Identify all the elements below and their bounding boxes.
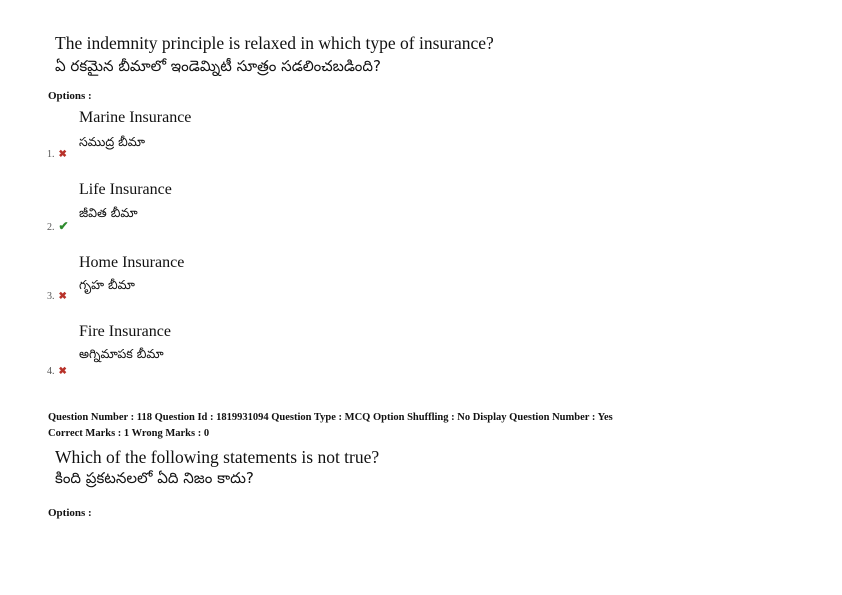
- option-3-text-en: Home Insurance: [79, 254, 185, 271]
- question-text-en: The indemnity principle is relaxed in which type of insurance?: [55, 33, 494, 53]
- option-4-text-en: Fire Insurance: [79, 323, 171, 340]
- option-number-label: 4.: [47, 366, 55, 377]
- check-icon: ✔: [58, 219, 69, 233]
- option-1-text-te: సముద్ర బీమా: [79, 134, 145, 149]
- wrong-icon: ✖: [58, 149, 67, 160]
- option-number-label: 2.: [47, 222, 55, 233]
- option-3-number: [47, 291, 67, 302]
- wrong-icon: ✖: [58, 366, 67, 377]
- question-text-te: ఏ రకమైన బీమాలో ఇండెమ్నిటీ సూత్రం సడలించబడింది?: [55, 57, 381, 75]
- option-1-number: [47, 149, 67, 160]
- option-1-text-en: Marine Insurance: [79, 109, 192, 126]
- options-label-2: Options :: [48, 507, 92, 519]
- question-meta-line: Question Number : 118 Question Id : 1819931094 Question Type : MCQ Option Shuffling : No Display Question Number : Yes: [48, 412, 613, 423]
- question-2-text-en: Which of the following statements is not true?: [55, 447, 380, 467]
- marks-meta-line: Correct Marks : 1 Wrong Marks : 0: [48, 428, 210, 439]
- option-4-text-te: అగ్నిమాపక బీమా: [79, 346, 164, 361]
- wrong-icon: ✖: [58, 291, 67, 302]
- option-number-label: 3.: [47, 291, 55, 302]
- option-number-label: 1.: [47, 149, 55, 160]
- option-2-text-te: జీవిత బీమా: [79, 205, 138, 220]
- option-2-text-en: Life Insurance: [79, 181, 172, 198]
- question-2-text-te: కింది ప్రకటనలలో ఏది నిజం కాదు?: [55, 469, 254, 487]
- options-label: Options :: [48, 90, 92, 102]
- option-3-text-te: గృహ బీమా: [79, 277, 135, 292]
- option-4-number: [47, 366, 67, 377]
- option-2-number: [47, 219, 69, 234]
